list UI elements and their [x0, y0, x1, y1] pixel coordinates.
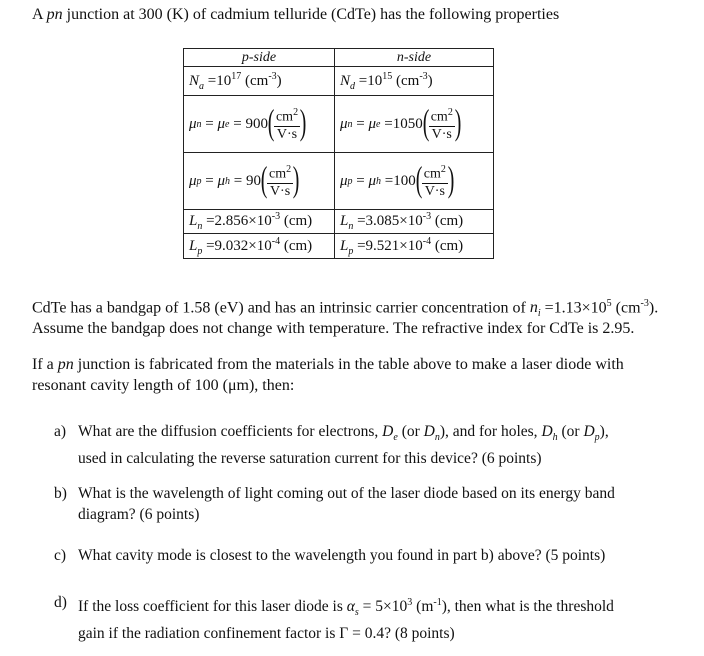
- cell-ln-n: $L_n =3.085\times 10^{-3}$ (cm): [335, 210, 494, 234]
- header-p-side: p-side: [184, 49, 335, 67]
- question-text: What is the wavelength of light coming out of the laser diode based on its energy band diagram? (6 points): [78, 485, 615, 523]
- cell-hole-mobility-p: μ p = μ h = 90 ( $\frac{cm^2}{V\cdot s}$ ): [184, 153, 335, 210]
- table-row: [184, 234, 494, 259]
- question-text: What cavity mode is closest to the wavelength you found in part b) above? (5 points): [78, 547, 606, 564]
- cell-lp-n: $L_p =9.521\times 10^{-4}$ (cm): [335, 234, 494, 259]
- cell-donor-concentration: $N_d =10^{15}$ $(cm^{-3})$: [335, 67, 494, 96]
- table-row: [184, 67, 494, 96]
- paragraph-bandgap: CdTe has a bandgap of 1.58 (eV) and has an intrinsic carrier concentration of $n_i =1.13\times 10^5$ $(cm^{-3})$.: [32, 298, 659, 320]
- cell-hole-mobility-n: μ p = μ h =100 ( $\frac{cm^2}{V\cdot s}$ ): [335, 153, 494, 210]
- paragraph-assumption: Assume the bandgap does not change with temperature. The refractive index for CdTe is 2.95.: [32, 320, 635, 337]
- cell-lp-p: $L_p =9.032\times 10^{-4}$ (cm): [184, 234, 335, 259]
- table-row: [184, 153, 494, 210]
- cell-electron-mobility-p: μ n = μ e = 900 ( $\frac{cm^2}{V\cdot s}$ ): [184, 96, 335, 153]
- properties-table: [183, 48, 494, 259]
- cell-ln-p: $L_n =2.856\times 10^{-3}$ (cm): [184, 210, 335, 234]
- paragraph-laser-setup: If a pn junction is fabricated from the materials in the table above to make a laser diode with resonant cavity length of 100 (μm), then:: [32, 356, 624, 394]
- question-label: b): [54, 485, 67, 502]
- question-text: What are the diffusion coefficients for electrons, $D_e$ (or $D_n$), and for holes, $D_h$ (or $D_p$), used in calculating the reverse saturation current for this device? (6 points): [78, 423, 609, 468]
- question-label: a): [54, 423, 67, 440]
- problem-intro: A pn junction at 300 (K) of cadmium telluride (CdTe) has the following properties: [32, 6, 560, 23]
- cell-acceptor-concentration: $N_a =10^{17}$ $(cm^{-3})$: [184, 67, 335, 96]
- question-text: If the loss coefficient for this laser diode is $\alpha_s = 5\times 10^3$ $(m^{-1})$, then what is the threshold gain if the radiation confinement factor is Γ = 0.4? (8 points): [78, 597, 614, 643]
- table-row: [184, 210, 494, 234]
- table-header-row: [184, 49, 494, 67]
- cell-electron-mobility-n: μ n = μ e =1050 ( $\frac{cm^2}{V\cdot s}$ ): [335, 96, 494, 153]
- question-label: c): [54, 547, 67, 564]
- table-row: [184, 96, 494, 153]
- header-n-side: n-side: [335, 49, 494, 67]
- question-label: d): [54, 594, 67, 611]
